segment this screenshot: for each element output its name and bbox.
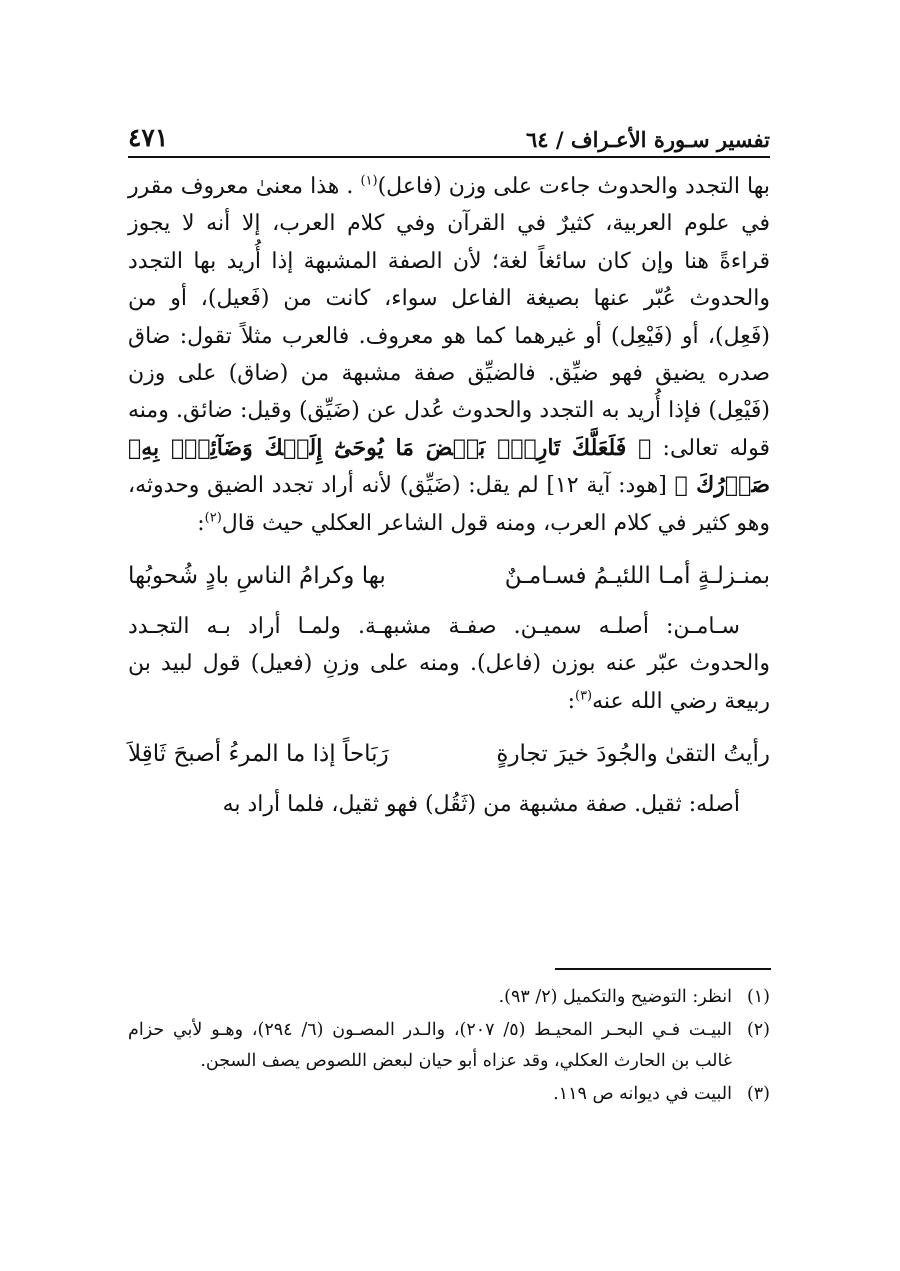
main-text — [128, 168, 770, 824]
footnotes — [128, 982, 770, 1112]
paragraph-3: أصله: ثقيل. صفة مشبهة من (ثَقُل) فهو ثقيل، فلما أراد به — [222, 792, 740, 818]
footnote-1 — [128, 982, 770, 1013]
verse-hemistich-first: رأيتُ التقىٰ والجُودَ خيرَ تجارةٍ — [496, 741, 770, 768]
footnote-text: البيـت فـي البحـر المحيـط (٥/ ٢٠٧)، والـدر المصـون (٦/ ٢٩٤)، وهـو لأبي حزام غالب بن الحارث العكلي، وقد عزاه أبو حيان لبعض اللصوص يصف السجن. — [128, 1020, 732, 1071]
running-header — [128, 108, 770, 158]
footnote-ref-1: (١) — [360, 173, 378, 189]
footnote-text: البيت في ديوانه ص ١١٩. — [553, 1084, 732, 1104]
footnote-number: (٢) — [746, 1020, 770, 1040]
verse-hemistich-second: بها وكرامُ الناسِ بادٍ شُحوبُها — [128, 563, 386, 590]
footnote-number: (٣) — [746, 1084, 770, 1104]
text-run: بها التجدد والحدوث جاءت على وزن (فاعل) — [377, 174, 770, 199]
footnote-ref-2: (٢) — [204, 510, 222, 526]
text-run: : — [197, 510, 205, 536]
text-run: : — [567, 688, 575, 714]
footnote-2 — [128, 1015, 770, 1077]
verse-hemistich-first: بمنـزلـةٍ أمـا اللئيـمُ فسـامـنٌ — [504, 563, 770, 590]
text-run: [هود: آية ١٢] لم يقل: (ضَيِّق) لأنه أراد تجدد الضيق وحدوثه، وهو كثير في كلام العرب، ومنه قول الشاعر العكلي حيث قال — [128, 473, 770, 536]
footnote-text: انظر: التوضيح والتكميل (٢/ ٩٣). — [498, 987, 732, 1007]
quran-verse: ﴿ فَلَعَلَّكَ تَارِكُۢ بَعۡضَ مَا يُوحَىٰٓ إِلَيۡكَ وَضَآئِقُۢ بِهِۦ صَدۡرُكَ ﴾ — [128, 434, 770, 499]
text-run: . هذا معنىٰ معروف مقرر في علوم العربية، كثيرٌ في القرآن وفي كلام العرب، إلا أنه لا يجوز قراءةً هنا وإن كان سائغاً لغة؛ لأن الصفة المشبهة إذا أُريد بها التجدد والحدوث عُبّر عنها بصيغة الفاعل سواء، كانت من (فَعيل)، أو من (فَعِل)، أو (فَيْعِل) أو غيرهما كما هو معروف. فالعرب مثلاً تقول: ضاق صدره يضيق فهو ضيِّق. فالضيِّق صفة مشبهة من (ضاق) على وزن (فَيْعِل) فإذا أُريد به التجدد والحدوث عُدل عن (ضَيِّق) وقيل: ضائق. ومنه قوله تعالى: — [128, 174, 771, 461]
header-title: تفسير سـورة الأعـراف / ٦٤ — [525, 127, 770, 152]
footnote-3 — [128, 1079, 770, 1110]
poem-verse-2 — [128, 734, 770, 774]
text-run: سـامـن: أصلـه سميـن. صفـة مشبهـة. ولمـا أراد بـه التجـدد والحدوث عبّر عنه بوزن (فاعل). ومنه على وزنِ (فعيل) قول لبيد بن ربيعة رضي الله عنه — [128, 614, 770, 714]
paragraph-2 — [128, 608, 770, 720]
footnote-ref-3: (٣) — [574, 688, 593, 704]
page-number: ٤٧١ — [128, 123, 169, 152]
verse-hemistich-second: رَبَاحاً إذا ما المرءُ أصبحَ ثَاقِلاَ — [128, 741, 389, 768]
paragraph-1 — [128, 168, 770, 542]
poem-verse-1 — [128, 556, 770, 596]
footnote-number: (١) — [746, 987, 770, 1007]
footnote-divider — [555, 968, 771, 970]
